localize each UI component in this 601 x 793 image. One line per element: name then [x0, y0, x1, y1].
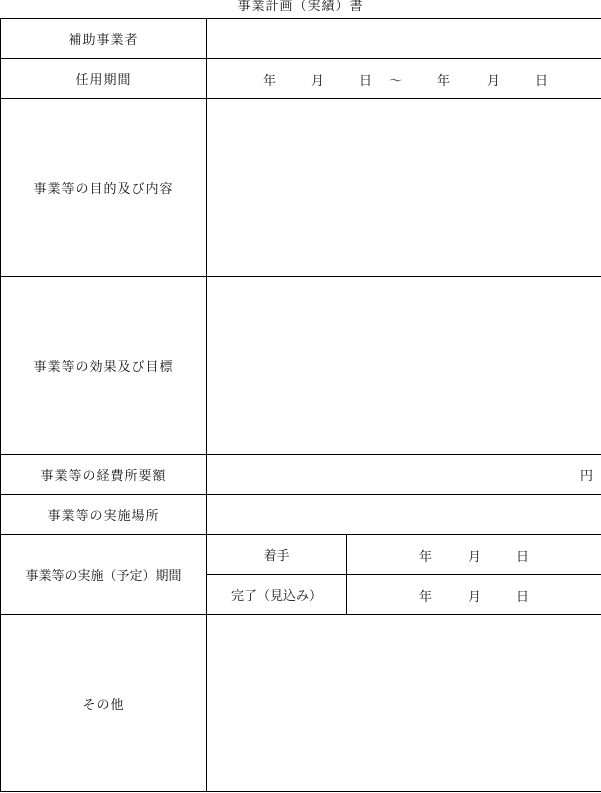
- row-schedule-start: [1, 535, 601, 575]
- end-label-cell: [207, 575, 347, 615]
- effect-value-cell[interactable]: [207, 277, 601, 455]
- location-label: 事業等の実施場所: [47, 509, 160, 524]
- end-month: 月: [468, 590, 482, 605]
- period-end-month: 月: [487, 74, 501, 89]
- period-end-year: 年: [437, 74, 451, 89]
- business-plan-table: [0, 18, 601, 792]
- row-expense: [1, 455, 601, 495]
- expense-value-cell[interactable]: [207, 455, 601, 495]
- schedule-label-cell: [1, 535, 207, 615]
- other-label: その他: [82, 697, 125, 713]
- purpose-value-cell[interactable]: [207, 99, 601, 277]
- start-date-cell[interactable]: [347, 535, 601, 575]
- employment-period-label: 任用期間: [75, 73, 132, 88]
- other-value-cell[interactable]: [207, 615, 601, 792]
- row-other: [1, 615, 601, 792]
- purpose-label: 事業等の目的及び内容: [33, 182, 174, 197]
- effect-label: 事業等の効果及び目標: [33, 360, 174, 375]
- row-employment-period: [1, 59, 601, 99]
- other-label-cell: [1, 615, 207, 792]
- expense-label-cell: [1, 455, 207, 495]
- employment-period-label-cell: [1, 59, 207, 99]
- grantee-label: 補助事業者: [68, 33, 139, 48]
- row-grantee: [1, 19, 601, 59]
- yen-unit: 円: [579, 469, 593, 484]
- start-month: 月: [468, 550, 482, 565]
- row-location: [1, 495, 601, 535]
- location-value-cell[interactable]: [207, 495, 601, 535]
- end-label: 完了（見込み）: [230, 589, 322, 604]
- expense-label: 事業等の経費所要額: [40, 469, 167, 484]
- employment-period-value-cell[interactable]: [207, 59, 601, 99]
- start-label-cell: [207, 535, 347, 575]
- period-tilde: ～: [389, 74, 403, 89]
- grantee-value-cell[interactable]: [207, 19, 601, 59]
- period-start-day: 日: [359, 74, 373, 89]
- grantee-label-cell: [1, 19, 207, 59]
- purpose-label-cell: [1, 99, 207, 277]
- start-year: 年: [419, 550, 433, 565]
- end-year: 年: [419, 590, 433, 605]
- end-day: 日: [516, 590, 530, 605]
- start-label: 着手: [263, 549, 290, 564]
- row-effect: [1, 277, 601, 455]
- location-label-cell: [1, 495, 207, 535]
- form-title: 事業計画（実績）書: [237, 0, 364, 14]
- end-date-cell[interactable]: [347, 575, 601, 615]
- period-start-year: 年: [263, 74, 277, 89]
- row-purpose: [1, 99, 601, 277]
- start-day: 日: [516, 550, 530, 565]
- period-end-day: 日: [535, 74, 549, 89]
- schedule-label: 事業等の実施（予定）期間: [25, 569, 182, 584]
- period-start-month: 月: [311, 74, 325, 89]
- effect-label-cell: [1, 277, 207, 455]
